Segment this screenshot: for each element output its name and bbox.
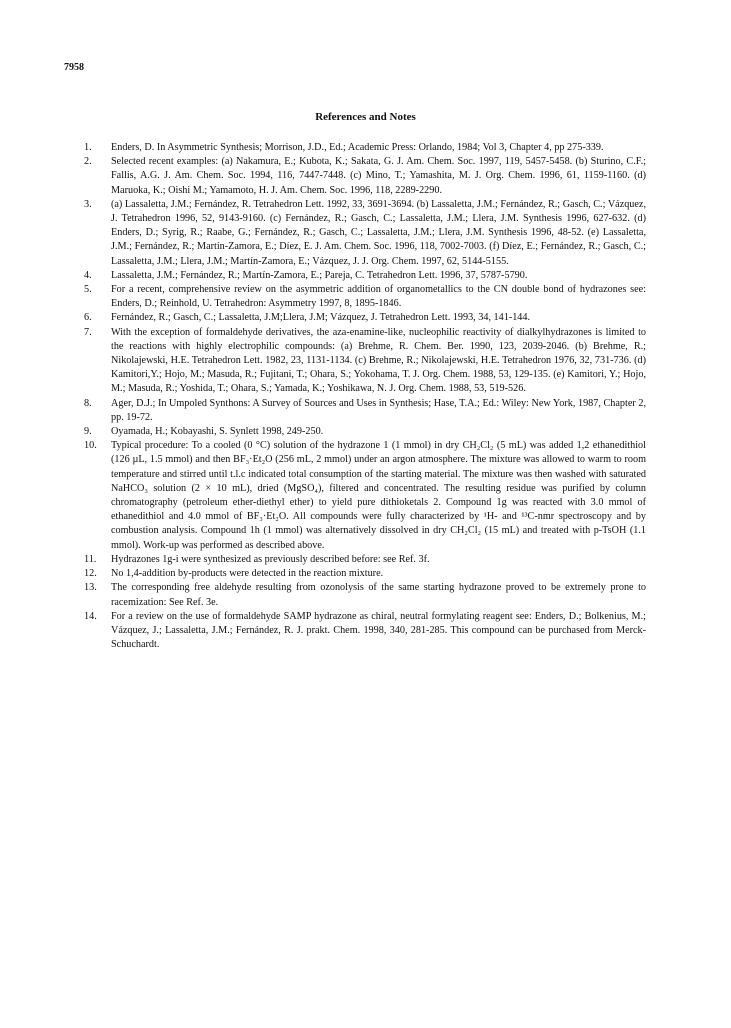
reference-text: Hydrazones 1g-i were synthesized as previously described before: see Ref. 3f.: [111, 553, 430, 565]
reference-item: [84, 567, 646, 581]
reference-text: For a review on the use of formaldehyde SAMP hydrazone as chiral, neutral formylating reagent see: Enders, D.; Bolkenius, M.; Vázquez, J.; Lassaletta, J.M.; Fernández, R. J. prakt. Chem. 1998, 340, 281-285. This compound can be purchased from Merck-Schuchardt.: [111, 610, 646, 651]
reference-item: [84, 553, 646, 567]
section-heading: References and Notes: [315, 111, 416, 123]
reference-text: Fernández, R.; Gasch, C.; Lassaletta, J.M;Llera, J.M; Vázquez, J. Tetrahedron Lett. 1993, 34, 141-144.: [111, 312, 531, 324]
reference-text: Lassaletta, J.M.; Fernández, R.; Martín-Zamora, E.; Pareja, C. Tetrahedron Lett. 1996, 37, 5787-5790.: [111, 269, 528, 281]
reference-number: 12.: [84, 568, 97, 580]
reference-text: (a) Lassaletta, J.M.; Fernández, R. Tetrahedron Lett. 1992, 33, 3691-3694. (b) Lassaletta, J.M.; Fernández, R.; Gasch, C.; Vázquez, J. Tetrahedron 1996, 52, 9143-9160. (c) Fernández, R.; Gasch, C.; Lassaletta, J.M.; Llera, J.M. Synthesis 1996, 627-632. (d) Enders, D.; Syrig, R.; Raabe, G.; Fernández, R.; Gasch, C.; Lassaletta, J.M.; Llera, J.M. Synthesis 1996, 48-52. (e) Lassaletta, J.M.; Fernández, R.; Martín-Zamora, E.; Díez, E. J. Am. Chem. Soc. 1996, 118, 7002-7003. (f) Díez, E.; Fernández, R.; Gasch, C.; Lassaletta, J.M.; Llera, J.M.; Martín-Zamora, E.; Vázquez, J. J. Org. Chem. 1997, 62, 5144-5155.: [111, 198, 646, 267]
reference-item: [84, 198, 646, 269]
reference-text: With the exception of formaldehyde derivatives, the aza-enamine-like, nucleophilic reactivity of dialkylhydrazones is limited to the reactions with highly electrophilic compounds: (a) Brehme, R. Chem. Ber. 1990, 123, 2039-2046. (b) Brehme, R.; Nikolajewski, H.E. Tetrahedron Lett. 1982, 23, 1131-1134. (c) Brehme, R.; Nikolajewski, H.E. Tetrahedron 1976, 32, 731-736. (d) Kamitori,Y.; Hojo, M.; Masuda, R.; Fujitani, T.; Ohara, S.; Yokohama, T. J. Org. Chem. 1988, 53, 129-135. (e) Kamitori, Y.; Hojo, M.; Masuda, R.; Yoshida, T.; Ohara, S.; Yamada, K.; Yoshikawa, N. J. Org. Chem. 1988, 53, 519-526.: [111, 326, 646, 395]
reference-item: [84, 141, 646, 155]
reference-text: Enders, D. In Asymmetric Synthesis; Morrison, J.D., Ed.; Academic Press: Orlando, 1984; Vol 3, Chapter 4, pp 275-339.: [111, 142, 604, 153]
page-number: 7958: [64, 62, 84, 73]
reference-number: 14.: [84, 610, 97, 622]
reference-number: 8.: [84, 397, 92, 409]
reference-item: [84, 269, 646, 283]
reference-item: [84, 610, 646, 653]
reference-number: 9.: [84, 426, 92, 438]
reference-item: [84, 439, 646, 553]
reference-number: 10.: [84, 440, 97, 452]
reference-number: 1.: [84, 142, 92, 153]
reference-number: 11.: [84, 553, 97, 565]
reference-text: The corresponding free aldehyde resulting from ozonolysis of the same starting hydrazone proved to be extremely prone to racemization: See Ref. 3e.: [111, 582, 646, 608]
reference-item: [84, 581, 646, 609]
reference-text: Ager, D.J.; In Umpoled Synthons: A Survey of Sources and Uses in Synthesis; Hase, T.A.; Ed.: Wiley: New York, 1987, Chapter 2, pp. 19-72.: [111, 397, 646, 423]
reference-item: [84, 283, 646, 311]
reference-text: No 1,4-addition by-products were detected in the reaction mixture.: [111, 568, 384, 580]
reference-text: Typical procedure: To a cooled (0 °C) solution of the hydrazone 1 (1 mmol) in dry CH₂Cl₂ (5 mL) was added 1,2 ethanedithiol (126 µL, 1.5 mmol) and then BF₃·Et₂O (256 mL, 2 mmol) under an argon atmosphere. The mixture was allowed to warm to room temperature and stirred until t.l.c indicated total consumption of the starting material. The mixture was then washed with saturated NaHCO₃ solution (2 × 10 mL), dried (MgSO₄), filtered and concentrated. The resulting residue was purified by column chromatography (petroleum ether-diethyl ether) to yield pure dithioketals 2. Compound 1g was reacted with 3.0 mmol of ethanedithiol and 4.0 mmol of BF₃·Et₂O. All compounds were fully characterized by ¹H- and ¹³C-nmr spectroscopy and by combustion analysis. Compound 1h (1 mmol) was alternatively dissolved in dry CH₂Cl₂ (15 mL) and treated with p-TsOH (1.1 mmol). Work-up was performed as described above.: [111, 440, 646, 551]
reference-number: 4.: [84, 269, 92, 281]
reference-number: 3.: [84, 198, 92, 210]
reference-item: [84, 311, 646, 325]
reference-number: 6.: [84, 312, 92, 324]
reference-item: [84, 425, 646, 439]
reference-number: 2.: [84, 156, 92, 168]
reference-list: [84, 141, 646, 652]
reference-number: 5.: [84, 284, 92, 296]
reference-item: [84, 155, 646, 198]
reference-text: For a recent, comprehensive review on the asymmetric addition of organometallics to the CN double bond of hydrazones see: Enders, D.; Reinhold, U. Tetrahedron: Asymmetry 1997, 8, 1895-1846.: [111, 284, 646, 310]
reference-text: Selected recent examples: (a) Nakamura, E.; Kubota, K.; Sakata, G. J. Am. Chem. Soc. 1997, 119, 5457-5458. (b) Sturino, C.F.; Fallis, A.G. J. Am. Chem. Soc. 1994, 116, 7447-7448. (c) Mino, T.; Yamashita, M. J. Org. Chem. 1996, 61, 1159-1160. (d) Maruoka, K.; Oishi M.; Yamamoto, H. J. Am. Chem. Soc. 1996, 118, 2289-2290.: [111, 156, 646, 196]
reference-item: [84, 326, 646, 397]
reference-text: Oyamada, H.; Kobayashi, S. Synlett 1998, 249-250.: [111, 426, 324, 438]
reference-number: 7.: [84, 326, 92, 338]
reference-item: [84, 397, 646, 425]
reference-number: 13.: [84, 582, 97, 594]
